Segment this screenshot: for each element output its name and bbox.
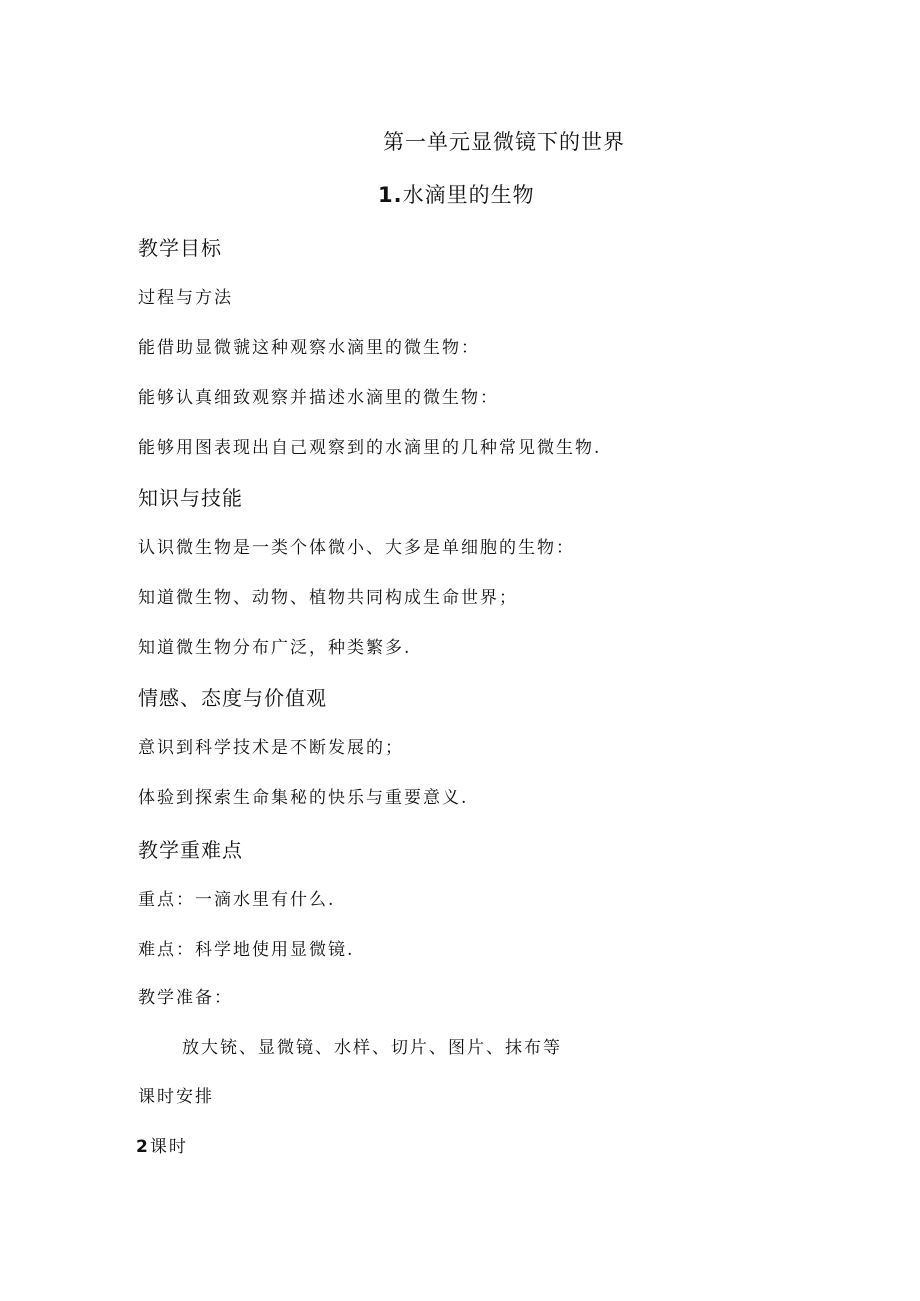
key-points-heading: 教学重难点	[138, 838, 243, 862]
unit-title: 第一单元显微镜下的世界	[383, 130, 625, 154]
knowledge-item-2: 知道微生物、动物、植物共同构成生命世界；	[138, 588, 518, 608]
schedule-label: 课时安排	[138, 1087, 214, 1107]
preparation-items: 放大铳、显微镜、水样、切片、图片、抹布等	[182, 1038, 562, 1058]
teaching-goals-heading: 教学目标	[138, 236, 222, 260]
knowledge-item-1: 认识微生物是一类个体微小、大多是单细胞的生物：	[138, 538, 575, 558]
difficult-point: 难点：科学地使用显微镜.	[138, 940, 355, 960]
process-item-3: 能够用图表现出自己观察到的水滴里的几种常见微生物.	[138, 438, 602, 458]
emotion-item-1: 意识到科学技术是不断发展的；	[138, 738, 404, 758]
schedule-value	[136, 1139, 188, 1156]
process-item-2: 能够认真细致观察并描述水滴里的微生物：	[138, 388, 499, 408]
schedule-unit: 课时	[149, 1137, 188, 1157]
schedule-number: 2	[136, 1137, 150, 1157]
process-item-1: 能借助显微虢这种观察水滴里的微生物：	[138, 338, 480, 358]
knowledge-skills-heading: 知识与技能	[138, 486, 243, 510]
lesson-title-number: 1.	[378, 183, 403, 207]
knowledge-item-3: 知道微生物分布广泛，种类繁多.	[138, 638, 412, 658]
lesson-title	[378, 185, 535, 206]
emotion-heading: 情感、态度与价值观	[138, 686, 327, 710]
key-point: 重点：一滴水里有什么.	[138, 890, 336, 910]
process-methods-heading: 过程与方法	[138, 288, 233, 308]
preparation-label: 教学准备：	[138, 988, 233, 1008]
emotion-item-2: 体验到探索生命集秘的快乐与重要意义.	[138, 788, 469, 808]
lesson-title-text: 水滴里的生物	[402, 183, 535, 207]
